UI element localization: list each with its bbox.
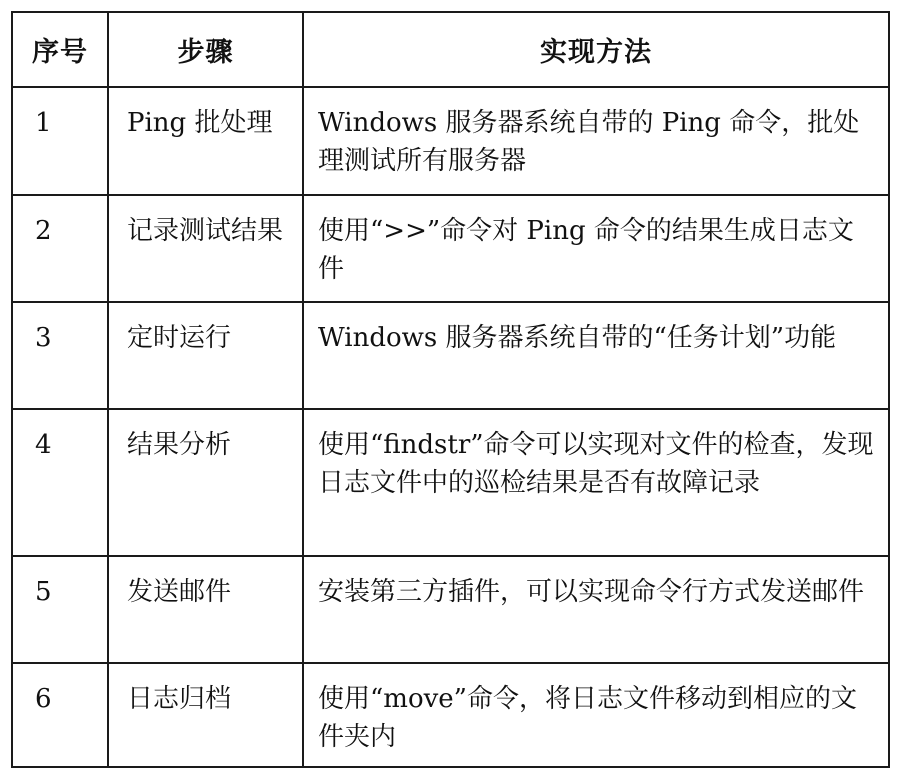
row-seq: 2	[12, 195, 108, 302]
row-method: 安装第三方插件，可以实现命令行方式发送邮件	[303, 556, 889, 663]
row-method: 使用“findstr”命令可以实现对文件的检查，发现日志文件中的巡检结果是否有故障记录	[303, 409, 889, 556]
table-row	[12, 409, 889, 556]
row-step: 结果分析	[108, 409, 303, 556]
table-row	[12, 556, 889, 663]
row-method: 使用“>>”命令对 Ping 命令的结果生成日志文件	[303, 195, 889, 302]
row-seq: 6	[12, 663, 108, 767]
header-method: 实现方法	[303, 12, 889, 87]
row-step: 发送邮件	[108, 556, 303, 663]
row-seq: 4	[12, 409, 108, 556]
header-seq: 序号	[12, 12, 108, 87]
row-method: Windows 服务器系统自带的“任务计划”功能	[303, 302, 889, 409]
table-row	[12, 663, 889, 767]
row-step: Ping 批处理	[108, 87, 303, 195]
table-header-row	[12, 12, 889, 87]
table-row	[12, 87, 889, 195]
row-method: 使用“move”命令，将日志文件移动到相应的文件夹内	[303, 663, 889, 767]
row-step: 日志归档	[108, 663, 303, 767]
row-seq: 5	[12, 556, 108, 663]
table-row	[12, 195, 889, 302]
row-step: 定时运行	[108, 302, 303, 409]
header-step: 步骤	[108, 12, 303, 87]
row-seq: 1	[12, 87, 108, 195]
row-seq: 3	[12, 302, 108, 409]
table-row	[12, 302, 889, 409]
implementation-steps-table	[11, 11, 890, 768]
row-method: Windows 服务器系统自带的 Ping 命令，批处理测试所有服务器	[303, 87, 889, 195]
row-step: 记录测试结果	[108, 195, 303, 302]
